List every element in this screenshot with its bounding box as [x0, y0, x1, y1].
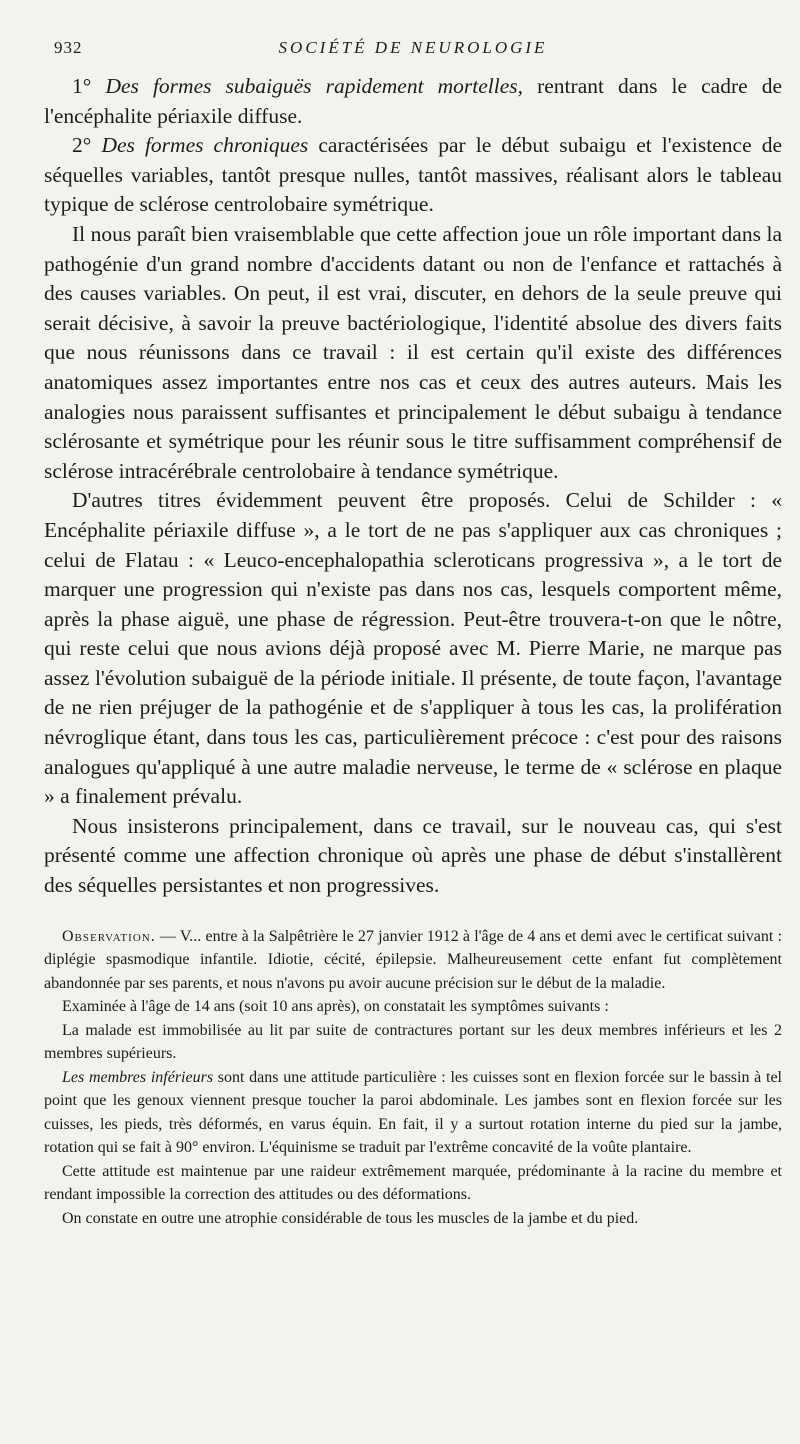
observation-paragraph: La malade est immobilisée au lit par suite de contractures portant sur les deux membres inférieurs et les 2 membres supérieurs. [44, 1021, 782, 1063]
paragraph: D'autres titres évidemment peuvent être proposés. Celui de Schilder : « Encéphalite périaxile diffuse », a le tort de ne pas s'appliquer aux cas chroniques ; celui de Flatau : « Leuco-encephalopathia scleroticans progressiva », a le tort de marquer une progression qui n'existe pas dans nos cas, lesquels comportent même, après la phase aiguë, une phase de régression. Peut-être trouvera-t-on que le nôtre, qui reste celui que nous avions déjà proposé avec M. Pierre Marie, ne marque pas assez l'évolution subaiguë de la période initiale. Il présente, de toute façon, l'avantage de ne rien préjuger de la pathogénie et de s'appliquer à tous les cas, la prolifération névroglique étant, dans tous les cas, particulièrement précoce : c'est pour des raisons analogues qu'appliqué à une autre maladie nerveuse, le terme de « sclérose en plaque » a finalement prévalu. [44, 488, 782, 809]
body-text [44, 72, 782, 901]
paragraph: Nous insisterons principalement, dans ce travail, sur le nouveau cas, qui s'est présenté comme une affection chronique où après une phase de début s'installèrent des séquelles persistantes et non progressives. [44, 813, 782, 898]
observation-block [44, 925, 782, 1231]
paragraph: 1° Des formes subaiguës rapidement mortelles, rentrant dans le cadre de l'encéphalite périaxile diffuse. [44, 74, 783, 128]
observation-paragraph: Les membres inférieurs sont dans une attitude particulière : les cuisses sont en flexion forcée sur le bassin à tel point que les genoux viennent presque toucher la paroi abdominale. Les jambes sont en flexion forcée sur les cuisses, les pieds, très déformés, en varus équin. En fait, il y a surtout rotation interne du pied sur la jambe, rotation qui se fait à 90° environ. L'équinisme se traduit par l'extrême concavité de la voûte plantaire. [44, 1068, 782, 1157]
running-head [44, 38, 782, 72]
paragraph: Il nous paraît bien vraisemblable que cette affection joue un rôle important dans la pathogénie d'un grand nombre d'accidents datant ou non de l'enfance et rattachés à des causes variables. On peut, il est vrai, discuter, en dehors de la seule preuve qui serait décisive, à savoir la preuve bactériologique, l'identité absolue des divers faits que nous réunissons dans ce travail : il est certain qu'il existe des différences anatomiques assez importantes entre nos cas et ceux des autres auteurs. Mais les analogies nous paraissent suffisantes et principalement le début subaigu à tendance sclérosante et symétrique pour les réunir sous le titre suffisamment compréhensif de sclérose intracérébrale centrolobaire à tendance symétrique. [44, 221, 782, 483]
journal-title: SOCIÉTÉ DE NEUROLOGIE [278, 38, 548, 57]
observation-paragraph: Observation. — V... entre à la Salpêtrière le 27 janvier 1912 à l'âge de 4 ans et demi avec le certificat suivant : diplégie spasmodique infantile. Idiotie, cécité, épilepsie. Malheureusement cette enfant fut complètement abandonnée par ses parents, et nous n'avons pu avoir aucune précision sur le début de la maladie. [44, 927, 782, 992]
page [44, 38, 782, 1230]
observation-paragraph: Cette attitude est maintenue par une raideur extrêmement marquée, prédominante à la racine du membre et rendant impossible la correction des attitudes ou des déformations. [44, 1162, 782, 1204]
page-number: 932 [54, 38, 83, 57]
observation-heading: Observation. [62, 927, 156, 945]
paragraph: 2° Des formes chroniques caractérisées par le début subaigu et l'existence de séquelles variables, tantôt presque nulles, tantôt massives, réalisant alors le tableau typique de sclérose centrolobaire symétrique. [44, 133, 782, 217]
observation-paragraph: On constate en outre une atrophie considérable de tous les muscles de la jambe et du pied. [62, 1209, 639, 1227]
observation-paragraph: Examinée à l'âge de 14 ans (soit 10 ans après), on constatait les symptômes suivants : [62, 998, 609, 1016]
